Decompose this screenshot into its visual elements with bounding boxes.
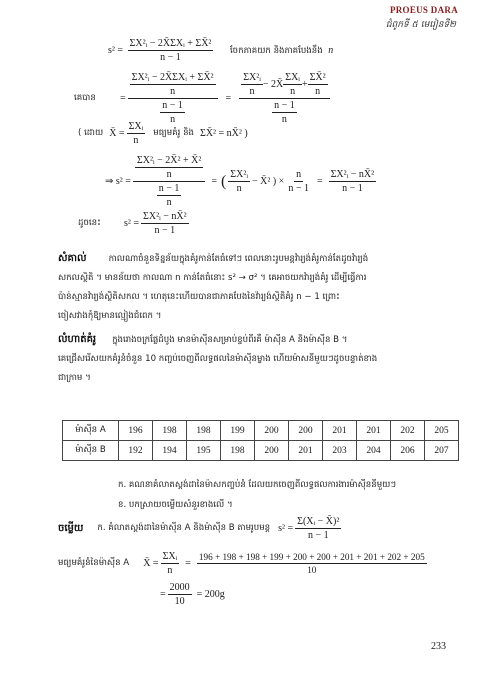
remark-title: សំគាល់	[58, 253, 87, 264]
mean-den2: 10	[307, 565, 317, 575]
eq4-m-num: n	[296, 169, 302, 180]
exercise-line-2: គេជ្រើសរើសយកគំរូនំចំនួន 10 កញ្ចប់ចេញពីលទ្ធផលនៃម៉ាស៊ីនម្ខាង ហើយម៉ាសនីមួយៗដូចបន្ទាត់ខាង	[58, 354, 378, 364]
eq4-left-bottom	[155, 182, 184, 208]
eq4-top-num: ΣX²ᵢ − 2X̄² + X̄²	[136, 155, 202, 166]
mean-den1: n	[167, 565, 173, 576]
table-cell: 201	[357, 421, 391, 441]
eq4-f	[329, 169, 377, 194]
eq4-f-num: ΣX²ᵢ − nX̄²	[330, 169, 375, 180]
eq3-tail: ΣX̄² = nX̄² )	[200, 128, 248, 139]
eq5-num: ΣX²ᵢ − nX̄²	[143, 211, 187, 222]
exercise-section	[58, 330, 468, 388]
table-cell: 194	[153, 441, 187, 461]
mean-lhs: X̄ =	[143, 558, 159, 569]
mean-result	[160, 582, 225, 607]
eq2-r-c	[308, 72, 328, 97]
table-cell: 205	[425, 421, 459, 441]
table-cell: 192	[119, 441, 153, 461]
eq3-xbar: X̄ =	[109, 128, 125, 139]
eq2-right-compound	[239, 72, 329, 125]
table-cell: 200	[255, 421, 289, 441]
eq2-r-minus: − 2X̄	[262, 79, 284, 90]
eq3-open: ( ដោយ	[78, 127, 104, 138]
eq3-den: n	[133, 135, 139, 146]
table-cell: 207	[425, 441, 459, 461]
eq1-den: n − 1	[160, 52, 181, 63]
eq2-top-num: ΣX²ᵢ − 2X̄ΣXᵢ + ΣX̄²	[131, 72, 214, 83]
mean-eq2: =	[160, 589, 166, 600]
eq2-left-compound	[128, 72, 218, 125]
equation-variance-expanded	[108, 38, 333, 63]
eq2-r-c-num: ΣX̄²	[309, 72, 326, 83]
mean-label: មធ្យមគំរូនំនៃម៉ាស៊ីន A	[58, 557, 130, 568]
mean-num3: 2000	[169, 582, 190, 593]
eq4-pa-den: n	[236, 183, 242, 194]
mean-frac3	[168, 582, 192, 607]
row-label-b: ម៉ាស៊ីន B	[63, 441, 119, 461]
eq1-n: n	[328, 44, 334, 56]
eq1-num: ΣX²ᵢ − 2X̄ΣXᵢ + ΣX̄²	[129, 38, 212, 49]
eq4-left-bottom-frac	[157, 183, 182, 208]
answer-text: ក. គំលាតស្តង់ដានៃម៉ាស៊ីន A និងម៉ាស៊ីន B តាមរូបមន្ត	[97, 522, 271, 533]
question-b: ខ. បកស្រាយចម្លើយសំនួរខាងលើ ។	[118, 500, 233, 510]
table-cell: 195	[187, 441, 221, 461]
eq2-left-top-frac	[130, 72, 216, 97]
eq2-r-b-den: n	[290, 86, 296, 97]
question-a: ក. គណនាគំលាតស្តង់ដានៃម៉ាសកញ្ចប់នំ ដែលយកចេញពីលទ្ធផលការងារម៉ាស៊ីននីមួយៗ	[118, 480, 397, 490]
answer-formula-num: Σ(Xᵢ − X̄)²	[297, 516, 340, 527]
eq2-top-den: n	[170, 86, 176, 97]
eq4-m	[286, 169, 311, 194]
table-cell: 196	[119, 421, 153, 441]
eq2-eq: =	[120, 93, 126, 104]
eq2-eq-b: =	[225, 93, 232, 104]
mean-num1: ΣXᵢ	[162, 551, 178, 562]
eq2-r-plus: +	[301, 79, 308, 90]
equation-sample-mean-note	[78, 121, 248, 146]
eq2-right-bottom	[270, 99, 299, 125]
eq2-r-bot-num: n − 1	[274, 100, 295, 111]
mean-eq: =	[185, 558, 191, 569]
table-cell: 200	[289, 421, 323, 441]
remark-line-2: សកលស្ថិតិ ។ មានន័យថា កាលណា n កាន់តែធំនោះ s² → σ² ។ គេអាចយកវ៉ារ្យង់គំរូ ដើម្បីធ្វើការ	[58, 273, 367, 283]
eq1-note: ចែកភាគយក និងភាគបែងនឹង	[229, 45, 323, 56]
brand-header: PROEUS DARA	[389, 5, 458, 15]
answer-formula-den: n − 1	[307, 530, 329, 541]
exercise-text-1: ក្នុងរោងចក្រផ្លែដំបូង មានម៉ាស៊ីនសម្រាប់ខ្ចប់ពីរគឺ ម៉ាស៊ីន A និងម៉ាស៊ីន B ។	[112, 335, 348, 345]
row-label-a: ម៉ាស៊ីន A	[63, 421, 119, 441]
page-number: 233	[431, 641, 446, 652]
eq4-f-den: n − 1	[342, 183, 363, 194]
answer-title: ចម្លើយ	[58, 523, 84, 534]
eq2-r-a	[241, 72, 263, 97]
table-cell: 198	[153, 421, 187, 441]
exercise-line-3: ជាក្រាម ។	[58, 373, 91, 383]
table-cell: 198	[187, 421, 221, 441]
eq4-m-den: n − 1	[288, 183, 309, 194]
eq4-pa	[228, 169, 250, 194]
remark-section	[58, 249, 468, 326]
chapter-header: ជំពូកទី ៥ មេរៀនទី២	[385, 20, 456, 30]
eq4-bot-den: n	[166, 197, 172, 208]
equation-divide-by-n	[74, 72, 332, 125]
eq4-bot-num: n − 1	[158, 183, 180, 194]
eq4-left-top	[133, 155, 205, 182]
eq4-eq-c: =	[316, 176, 323, 187]
table-cell: 203	[323, 441, 357, 461]
eq3-fraction	[127, 121, 146, 146]
data-table	[62, 420, 459, 461]
answer-formula-lhs: s² =	[278, 523, 294, 534]
eq2-bot-num: n − 1	[162, 100, 183, 111]
eq2-right-bottom-frac	[272, 100, 297, 125]
mean-num2: 196 + 198 + 198 + 199 + 200 + 200 + 201 + 201 + 202 + 205	[197, 552, 427, 564]
eq2-bot-den: n	[170, 114, 176, 125]
eq2-label: គេបាន	[74, 92, 96, 103]
eq5-lhs: s² =	[124, 218, 140, 229]
remark-text-1: កាលណាចំនួនទិន្នន័យក្នុងគំរូកាន់តែធំទៅៗ ពេលនោះរូបមន្តវ៉ារ្យង់គំរូកាន់តែដូចវ៉ារ្យង់	[108, 254, 369, 264]
eq2-r-a-den: n	[249, 86, 255, 97]
eq3-num: ΣXᵢ	[128, 121, 144, 132]
eq2-r-bot-den: n	[281, 114, 287, 125]
eq2-r-c-den: n	[315, 86, 321, 97]
eq4-p-rest: − X̄² ) ×	[251, 176, 285, 187]
eq4-p-open: (	[220, 172, 227, 190]
remark-line-4: ចៀសវាងកុំឱ្យមានល្មៀងជំពេក ។	[58, 311, 162, 321]
answer-section	[58, 516, 343, 541]
eq2-r-b-num: ΣXᵢ	[285, 72, 300, 83]
mean-frac2	[197, 552, 427, 575]
table-cell: 198	[221, 441, 255, 461]
eq2-r-a-num: ΣX²ᵢ	[243, 72, 261, 83]
table-row	[63, 421, 459, 441]
table-cell: 199	[221, 421, 255, 441]
equation-final-variance	[78, 211, 191, 236]
mean-den3: 10	[174, 596, 185, 607]
eq4-top-den: n	[166, 169, 172, 180]
machine-weights-table	[62, 420, 459, 461]
eq5-den: n − 1	[154, 225, 176, 236]
table-cell: 206	[391, 441, 425, 461]
eq4-left-top-frac	[135, 155, 203, 180]
eq2-left-top	[128, 72, 218, 99]
eq4-eq-b: =	[211, 176, 217, 187]
eq4-pa-num: ΣX²ᵢ	[230, 169, 248, 180]
mean-result-value: = 200g	[196, 589, 225, 600]
eq5-fraction	[141, 211, 189, 236]
remark-line-1	[58, 249, 468, 269]
table-cell: 200	[255, 441, 289, 461]
table-row	[63, 441, 459, 461]
remark-line-3: ប៉ាន់ស្មានវ៉ារ្យង់ស្ថិតិសកល ។ ហេតុនេះហើយបានជាភាគបែងនៃវ៉ារ្យង់ស្ថិតិគំរូ n − 1 ព្រោះ	[58, 292, 340, 302]
answer-formula-frac	[295, 516, 341, 541]
table-cell: 202	[391, 421, 425, 441]
mean-frac1	[161, 551, 180, 576]
equation-simplification	[105, 155, 378, 208]
eq2-right-top	[239, 72, 329, 99]
table-cell: 201	[323, 421, 357, 441]
eq4-arrow: ⇒ s² =	[105, 176, 131, 187]
eq1-lhs: s² =	[108, 44, 124, 56]
eq2-r-b	[283, 72, 302, 97]
mean-computation	[58, 551, 429, 576]
eq1-fraction	[128, 38, 214, 63]
exercise-line-1	[58, 330, 468, 350]
eq4-left-compound	[133, 155, 205, 208]
exercise-title: លំហាត់គំរូ	[58, 334, 97, 345]
table-cell: 201	[289, 441, 323, 461]
eq5-label: ដូចនេះ	[78, 217, 101, 228]
eq3-mid: មធ្យមគំរូ និង	[153, 127, 194, 138]
table-cell: 204	[357, 441, 391, 461]
